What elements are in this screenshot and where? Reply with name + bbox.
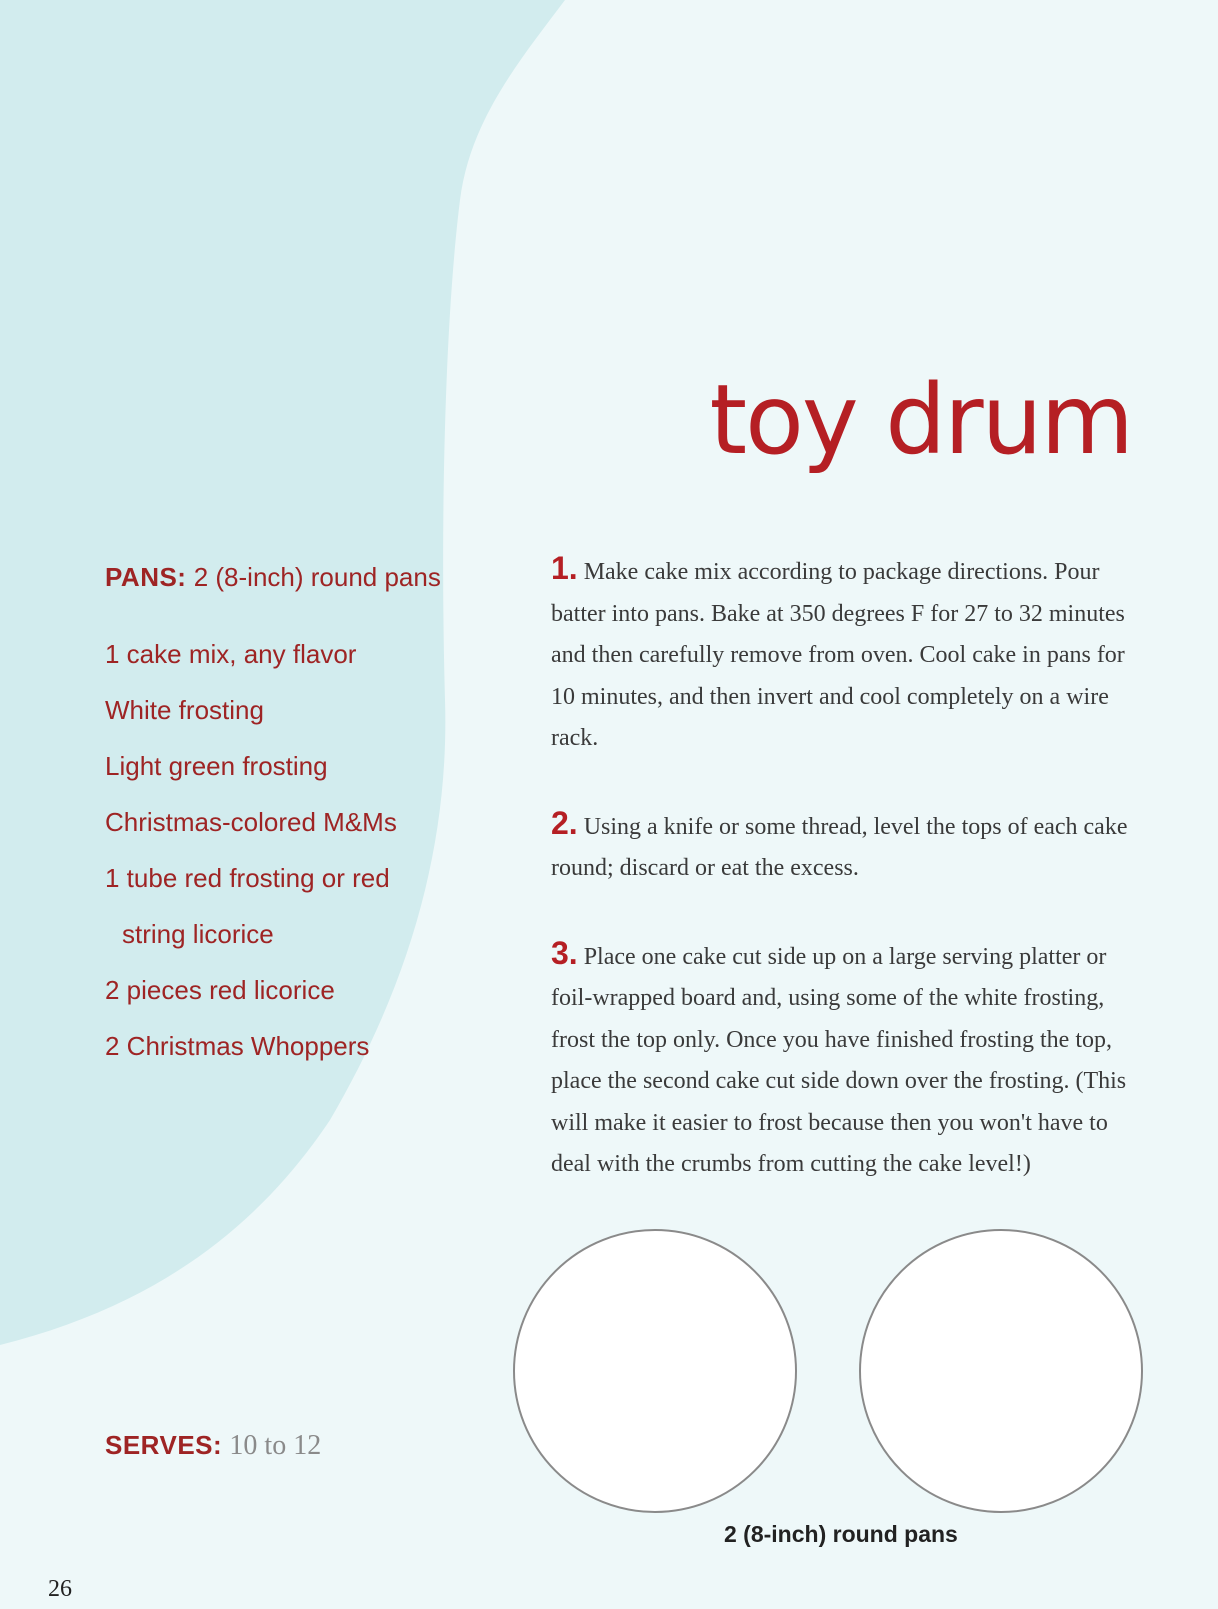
ingredient-item: Light green frosting bbox=[105, 751, 328, 781]
round-pans-diagram bbox=[510, 1225, 1170, 1525]
pans-label: PANS: bbox=[105, 562, 187, 592]
ingredient-list bbox=[105, 637, 397, 1085]
ingredient-item: 2 pieces red licorice bbox=[105, 975, 335, 1005]
page-title: toy drum bbox=[709, 364, 1132, 476]
figure-caption: 2 (8-inch) round pans bbox=[724, 1521, 958, 1547]
ingredient-item: White frosting bbox=[105, 695, 264, 725]
ingredient-item-continued: string licorice bbox=[122, 919, 274, 949]
step-2 bbox=[551, 803, 1151, 890]
ingredient-item: 2 Christmas Whoppers bbox=[105, 1031, 370, 1061]
step-number: 3. bbox=[551, 934, 578, 971]
step-3 bbox=[551, 933, 1151, 1186]
step-text: Using a knife or some thread, level the tops of each cake round; discard or eat the excess. bbox=[551, 813, 1128, 881]
instructions bbox=[551, 548, 1151, 1229]
round-pan-right bbox=[860, 1230, 1142, 1512]
serves-label: SERVES: bbox=[105, 1430, 223, 1460]
ingredient-item: Christmas-colored M&Ms bbox=[105, 807, 397, 837]
ingredient-item: 1 tube red frosting or red bbox=[105, 863, 390, 893]
serves-value: 10 to 12 bbox=[229, 1430, 322, 1461]
round-pan-left bbox=[514, 1230, 796, 1512]
serves-info bbox=[105, 1430, 321, 1462]
pans-value: 2 (8-inch) round pans bbox=[193, 562, 441, 592]
step-number: 1. bbox=[551, 550, 578, 586]
step-text: Place one cake cut side up on a large serving platter or foil-wrapped board and, using some of the white frosting, frost the top only. Once you have finished frosting the top, place the second cake cut side down over the frosting. (This will make it easier to frost because then you won't have to deal with the crumbs from cutting the cake level!) bbox=[551, 943, 1127, 1177]
step-number: 2. bbox=[551, 804, 578, 841]
pans-info bbox=[105, 562, 441, 593]
step-text: Make cake mix according to package directions. Pour batter into pans. Bake at 350 degrees F for 27 to 32 minutes and then carefully remove from oven. Cool cake in pans for 10 minutes, and then invert and cool completely on a wire rack. bbox=[551, 559, 1125, 751]
page-number: 26 bbox=[48, 1576, 72, 1602]
ingredient-item: 1 cake mix, any flavor bbox=[105, 639, 357, 669]
step-1 bbox=[551, 548, 1151, 760]
